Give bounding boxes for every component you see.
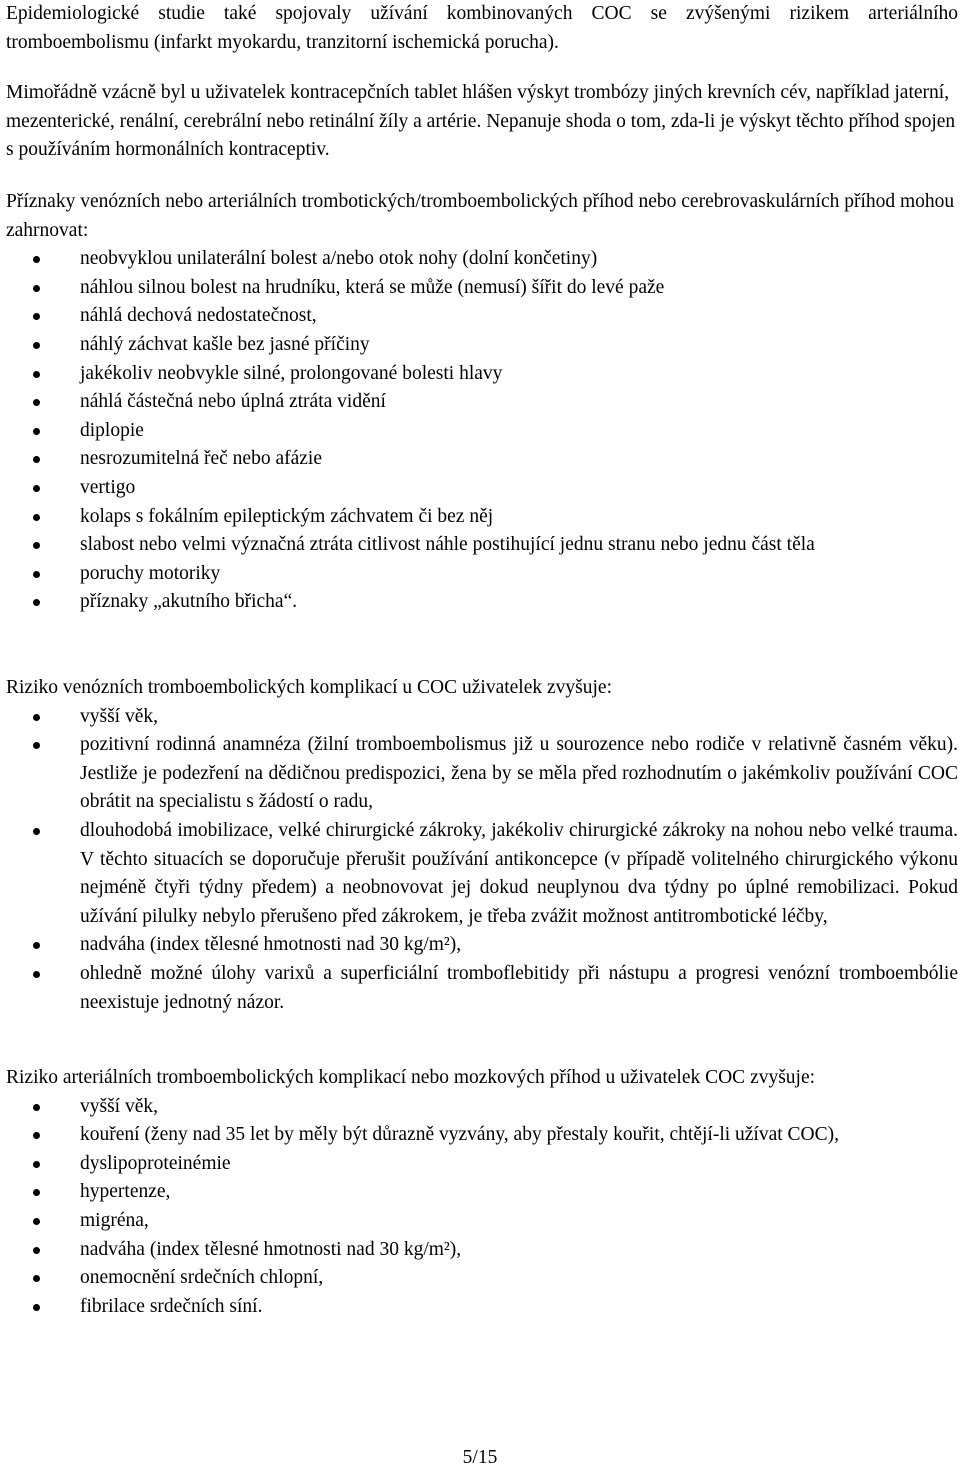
bullet-icon <box>33 456 40 463</box>
list-item-text: dyslipoproteinémie <box>80 1152 231 1174</box>
list-item <box>6 388 958 417</box>
list-item <box>6 1150 958 1179</box>
list-item <box>6 817 958 931</box>
section-intro: Příznaky venózních nebo arteriálních trombotických/tromboembolických příhod nebo cerebrovaskulárních příhod mohou zahrnovat: <box>6 191 955 241</box>
venous-risk-list <box>6 703 958 1018</box>
list-item-text: příznaky „akutního břicha“. <box>80 591 298 613</box>
bullet-icon <box>33 714 40 721</box>
list-item <box>6 703 958 732</box>
list-item-text: nesrozumitelná řeč nebo afázie <box>80 448 322 470</box>
section-intro: Riziko arteriálních tromboembolických komplikací nebo mozkových příhod u uživatelek COC zvyšuje: <box>6 1067 816 1088</box>
bullet-icon <box>33 971 40 978</box>
arterial-risk-list <box>6 1093 958 1322</box>
list-item-text: vertigo <box>80 476 136 498</box>
list-item-text: fibrilace srdečních síní. <box>80 1295 263 1317</box>
list-item-text: jakékoliv neobvykle silné, prolongované bolesti hlavy <box>80 362 503 384</box>
list-item-text: slabost nebo velmi význačná ztráta citlivost náhle postihující jednu stranu nebo jednu část těla <box>80 534 815 556</box>
list-item-text: nadváha (index tělesné hmotnosti nad 30 kg/m²), <box>80 934 462 956</box>
list-item <box>6 302 958 331</box>
paragraph-text: Mimořádně vzácně byl u uživatelek kontracepčních tablet hlášen výskyt trombózy jiných krevních cév, například jaterní, mezenterické, renální, cerebrální nebo retinální žíly a artérie. Nepanuje shoda o tom, zda-li je výskyt těchto příhod spojen s používáním hormonálních kontraceptiv. <box>6 82 956 161</box>
list-item <box>6 503 958 532</box>
bullet-icon <box>33 742 40 749</box>
section-intro: Riziko venózních tromboembolických komplikací u COC uživatelek zvyšuje: <box>6 677 612 698</box>
bullet-icon <box>33 1132 40 1139</box>
section-symptoms <box>6 188 958 617</box>
bullet-icon <box>33 1304 40 1311</box>
list-item-text: vyšší věk, <box>80 1095 158 1117</box>
list-item-text: vyšší věk, <box>80 705 158 727</box>
list-item-text: diplopie <box>80 419 144 441</box>
bullet-icon <box>33 342 40 349</box>
list-item-text: onemocnění srdečních chlopní, <box>80 1267 324 1289</box>
bullet-icon <box>33 285 40 292</box>
paragraph-arterial-epidemiology <box>6 0 958 57</box>
bullet-icon <box>33 371 40 378</box>
list-item <box>6 360 958 389</box>
list-item-text: neobvyklou unilaterální bolest a/nebo otok nohy (dolní končetiny) <box>80 248 598 270</box>
list-item-text: dlouhodobá imobilizace, velké chirurgické zákroky, jakékoliv chirurgické zákroky na nohou nebo velké trauma. V těchto situacích se doporučuje přerušit používání antikoncepce (v případě volitelného chirurgického výkonu nejméně čtyři týdny předem) a neobnovovat jej dokud neuplynou dva týdny po úplné remobilizaci. Pokud užívání pilulky nebylo přerušeno před zákrokem, je třeba zvážit možnost antitrombotické léčby, <box>80 819 958 927</box>
bullet-icon <box>33 399 40 406</box>
list-item-text: migréna, <box>80 1209 149 1231</box>
list-item <box>6 588 958 617</box>
bullet-icon <box>33 542 40 549</box>
symptoms-list <box>6 245 958 617</box>
list-item <box>6 331 958 360</box>
bullet-icon <box>33 571 40 578</box>
section-venous-risk <box>6 674 958 1017</box>
bullet-icon <box>33 485 40 492</box>
bullet-icon <box>33 942 40 949</box>
bullet-icon <box>33 1247 40 1254</box>
list-item-text: hypertenze, <box>80 1181 171 1203</box>
bullet-icon <box>33 313 40 320</box>
list-item-text: nadváha (index tělesné hmotnosti nad 30 kg/m²), <box>80 1238 462 1260</box>
page-number: 5/15 <box>462 1447 498 1468</box>
list-item <box>6 931 958 960</box>
list-item <box>6 1207 958 1236</box>
list-item-text: ohledně možné úlohy varixů a superficiální tromboflebitidy při nástupu a progresi venózní tromboembólie neexistuje jednotný názor. <box>80 962 958 1013</box>
list-item <box>6 1093 958 1122</box>
list-item-text: kolaps s fokálním epileptickým záchvatem či bez něj <box>80 505 494 527</box>
bullet-icon <box>33 1218 40 1225</box>
list-item <box>6 245 958 274</box>
list-item <box>6 445 958 474</box>
bullet-icon <box>33 828 40 835</box>
list-item <box>6 1264 958 1293</box>
bullet-icon <box>33 1104 40 1111</box>
bullet-icon <box>33 256 40 263</box>
paragraph-rare-thrombosis <box>6 79 958 165</box>
bullet-icon <box>33 599 40 606</box>
list-item-text: náhlý záchvat kašle bez jasné příčiny <box>80 333 370 355</box>
bullet-icon <box>33 1275 40 1282</box>
bullet-icon <box>33 428 40 435</box>
list-item <box>6 417 958 446</box>
list-item <box>6 1178 958 1207</box>
list-item-text: pozitivní rodinná anamnéza (žilní tromboembolismus již u sourozence nebo rodiče v relativně časném věku). Jestliže je podezření na dědičnou predispozici, žena by se měla před rozhodnutím o jakémkoliv používání COC obrátit na specialistu s žádostí o radu, <box>80 734 958 813</box>
list-item <box>6 1121 958 1150</box>
bullet-icon <box>33 514 40 521</box>
bullet-icon <box>33 1189 40 1196</box>
list-item <box>6 531 958 560</box>
paragraph-text: Epidemiologické studie také spojovaly užívání kombinovaných COC se zvýšenými rizikem arteriálního tromboembolismu (infarkt myokardu, tranzitorní ischemická porucha). <box>6 3 958 53</box>
list-item <box>6 1293 958 1322</box>
list-item <box>6 731 958 817</box>
list-item <box>6 960 958 1017</box>
section-arterial-risk <box>6 1064 958 1321</box>
list-item-text: náhlou silnou bolest na hrudníku, která se může (nemusí) šířit do levé paže <box>80 276 665 298</box>
list-item <box>6 1236 958 1265</box>
list-item <box>6 274 958 303</box>
list-item-text: poruchy motoriky <box>80 562 221 584</box>
list-item-text: náhlá dechová nedostatečnost, <box>80 305 317 327</box>
list-item-text: náhlá částečná nebo úplná ztráta vidění <box>80 391 386 413</box>
list-item <box>6 474 958 503</box>
bullet-icon <box>33 1161 40 1168</box>
list-item <box>6 560 958 589</box>
list-item-text: kouření (ženy nad 35 let by měly být důrazně vyzvány, aby přestaly kouřit, chtějí-li užívat COC), <box>80 1124 840 1146</box>
